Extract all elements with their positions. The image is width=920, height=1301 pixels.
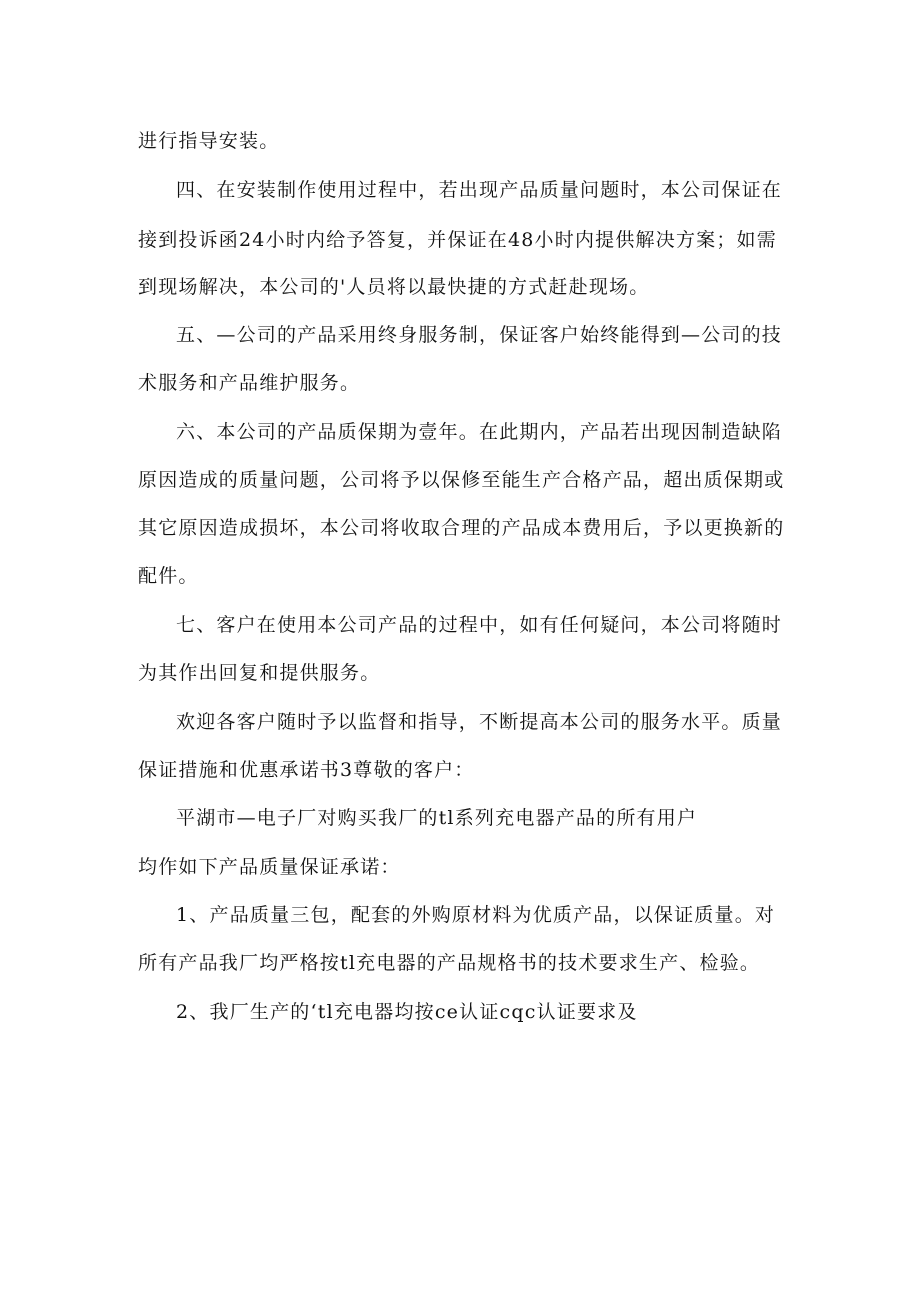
text-line: 保证措施和优惠承诺书3尊敬的客户： — [138, 759, 475, 781]
text-line: 六、本公司的产品质保期为壹年。在此期内，产品若出现因制造缺陷 — [176, 421, 783, 443]
text-line: 配件。 — [138, 565, 199, 587]
text-line: 平湖市—电子厂对购买我厂的tl系列充电器产品的所有用户 — [176, 807, 698, 829]
text-line: 2、我厂生产的‘tl充电器均按ce认证cqc认证要求及 — [176, 1001, 638, 1023]
text-line: 进行指导安装。 — [138, 130, 280, 152]
text-line: 其它原因造成损坏，本公司将收取合理的产品成本费用后，予以更换新的 — [138, 517, 785, 539]
text-line: 原因造成的质量问题，公司将予以保修至能生产合格产品，超出质保期或 — [138, 469, 785, 491]
text-line: 欢迎各客户随时予以监督和指导，不断提高本公司的服务水平。质量 — [176, 711, 783, 733]
text-line: 七、客户在使用本公司产品的过程中，如有任何疑问，本公司将随时 — [176, 614, 783, 636]
text-line: 为其作出回复和提供服务。 — [138, 662, 381, 684]
text-line: 五、—公司的产品采用终身服务制，保证客户始终能得到—公司的技 — [176, 324, 783, 346]
text-line: 术服务和产品维护服务。 — [138, 372, 361, 394]
text-line: 接到投诉函24小时内给予答复，并保证在48小时内提供解决方案；如需 — [138, 229, 777, 251]
text-line: 所有产品我厂均严格按tl充电器的产品规格书的技术要求生产、检验。 — [138, 952, 761, 974]
text-line: 1、产品质量三包，配套的外购原材料为优质产品，以保证质量。对 — [176, 904, 776, 926]
text-line: 到现场解决，本公司的'人员将以最快捷的方式赶赴现场。 — [138, 276, 650, 298]
text-line: 均作如下产品质量保证承诺： — [138, 856, 401, 878]
text-line: 四、在安装制作使用过程中，若出现产品质量问题时，本公司保证在 — [176, 179, 783, 201]
